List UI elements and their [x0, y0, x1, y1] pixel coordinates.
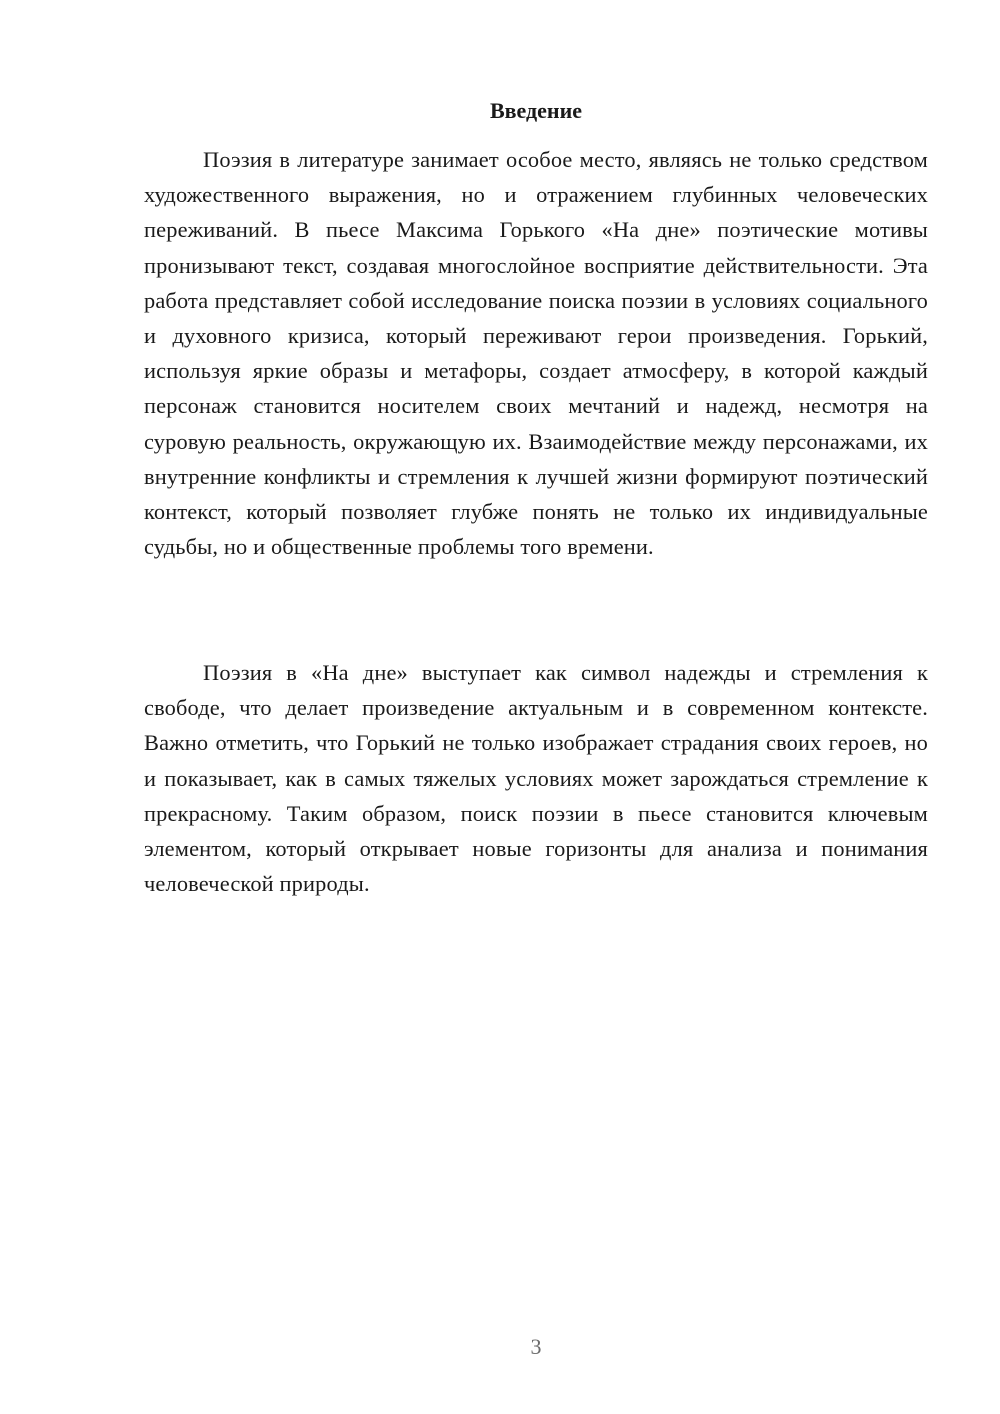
page-number: 3 — [530, 1334, 542, 1359]
body-paragraph-2: Поэзия в «На дне» выступает как символ надежды и стремления к свободе, что делает произведение актуальным и в современном контексте. Важно отметить, что Горький не только изображает страдания своих героев, но и показывает, как в самых тяжелых условиях может зарождаться стремление к прекрасному. Таким образом, поиск поэзии в пьесе становится ключевым элементом, который открывает новые горизонты для анализа и понимания человеческой природы. — [144, 660, 928, 897]
body-paragraph-1: Поэзия в литературе занимает особое место, являясь не только средством художественного выражения, но и отражением глубинных человеческих переживаний. В пьесе Максима Горького «На дне» поэтические мотивы пронизывают текст, создавая многослойное восприятие действительности. Эта работа представляет собой исследование поиска поэзии в условиях социального и духовного кризиса, который переживают герои произведения. Горький, используя яркие образы и метафоры, создает атмосферу, в которой каждый персонаж становится носителем своих мечтаний и надежд, несмотря на суровую реальность, окружающую их. Взаимодействие между персонажами, их внутренние конфликты и стремления к лучшей жизни формируют поэтический контекст, который позволяет глубже понять не только их индивидуальные судьбы, но и общественные проблемы того времени. — [144, 147, 928, 560]
section-title: Введение — [489, 98, 583, 123]
